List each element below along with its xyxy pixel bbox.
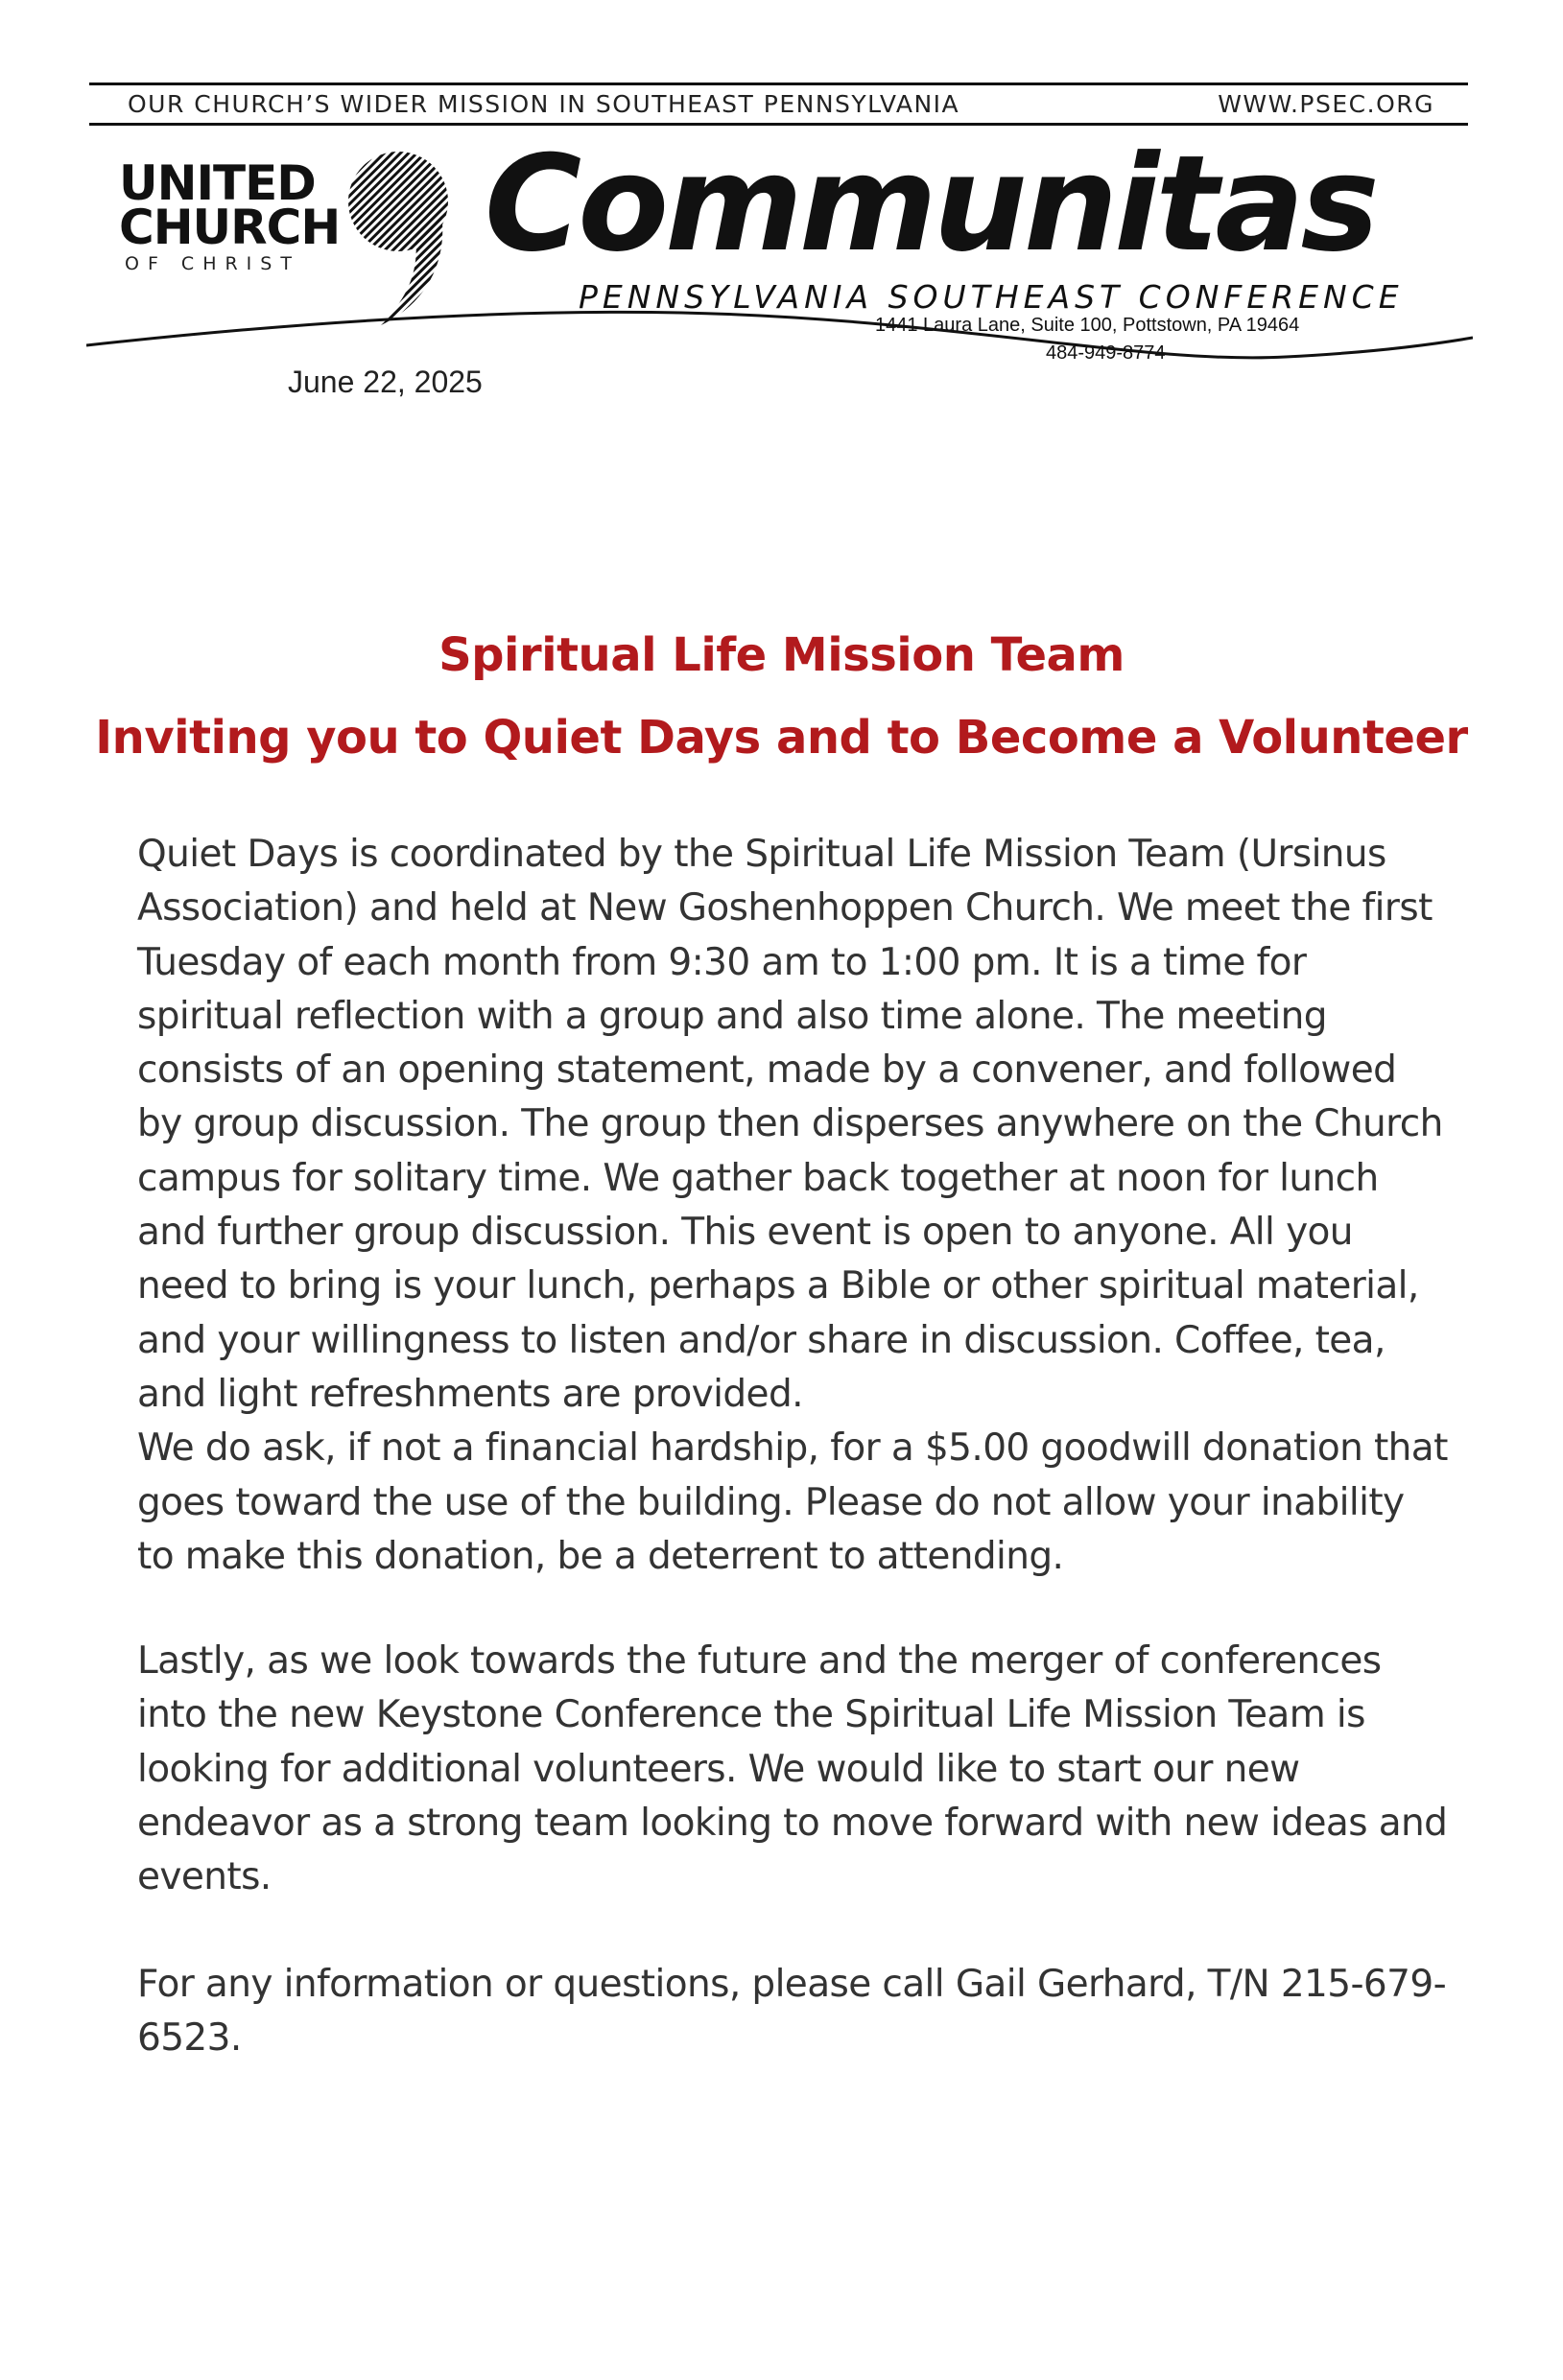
top-rule: [89, 82, 1468, 85]
brand-name: Communitas: [485, 127, 1376, 281]
office-address: 1441 Laura Lane, Suite 100, Pottstown, PA 19464: [875, 315, 1300, 336]
paragraph-text: We do ask, if not a financial hardship, for a $5.00 goodwill donation that goes toward the use of the building. Please do not allow your inability to make this donation, be a deterrent to attending.: [137, 1426, 1448, 1578]
paragraph-text: Lastly, as we look towards the future and the merger of conferences into the new Keystone Conference the Spiritual Life Mission Team is looking for additional volunteers. We would like to start our new endeavor as a strong team looking to move forward with new ideas and events.: [137, 1639, 1448, 1899]
conference-name: PENNSYLVANIA SOUTHEAST CONFERENCE: [579, 278, 1404, 316]
ucc-logo-line1: UNITED: [119, 155, 316, 211]
article-title: Spiritual Life Mission Team: [438, 628, 1125, 682]
masthead: [0, 0, 1563, 403]
article-subtitle: Inviting you to Quiet Days and to Become a Volunteer: [95, 711, 1468, 765]
divider-rule: [89, 123, 1468, 126]
article: [0, 614, 1563, 2061]
ucc-logo-line3: OF CHRIST: [125, 253, 300, 274]
issue-date: June 22, 2025: [288, 365, 483, 399]
ucc-logo: [119, 155, 349, 274]
tagline: OUR CHURCH’S WIDER MISSION IN SOUTHEAST PENNSYLVANIA: [128, 90, 960, 118]
article-paragraph-volunteers: [137, 1635, 1452, 1904]
ucc-logo-line2: CHURCH: [119, 200, 341, 255]
paragraph-text: For any information or questions, please call Gail Gerhard, T/N 215-679-6523.: [137, 1963, 1447, 2061]
article-paragraph-contact: [137, 1958, 1452, 2066]
paragraph-text: Quiet Days is coordinated by the Spiritual Life Mission Team (Ursinus Association) and held at New Goshenhoppen Church. We meet the first Tuesday of each month from 9:30 am to 1:00 pm. It is a time for spiritual reflection with a group and also time alone. The meeting consists of an opening statement, made by a convener, and followed by group discussion. The group then disperses anywhere on the Church campus for solitary time. We gather back together at noon for lunch and further group discussion. This event is open to anyone. All you need to bring is your lunch, perhaps a Bible or other spiritual material, and your willingness to listen and/or share in discussion. Coffee, tea, and light refreshments are provided.: [137, 833, 1443, 1416]
website-link[interactable]: WWW.PSEC.ORG: [1218, 90, 1434, 118]
office-phone: 484-949-8774: [1046, 342, 1166, 364]
comma-logo-icon: [341, 146, 465, 328]
article-paragraph-quiet-days: [137, 828, 1452, 1584]
